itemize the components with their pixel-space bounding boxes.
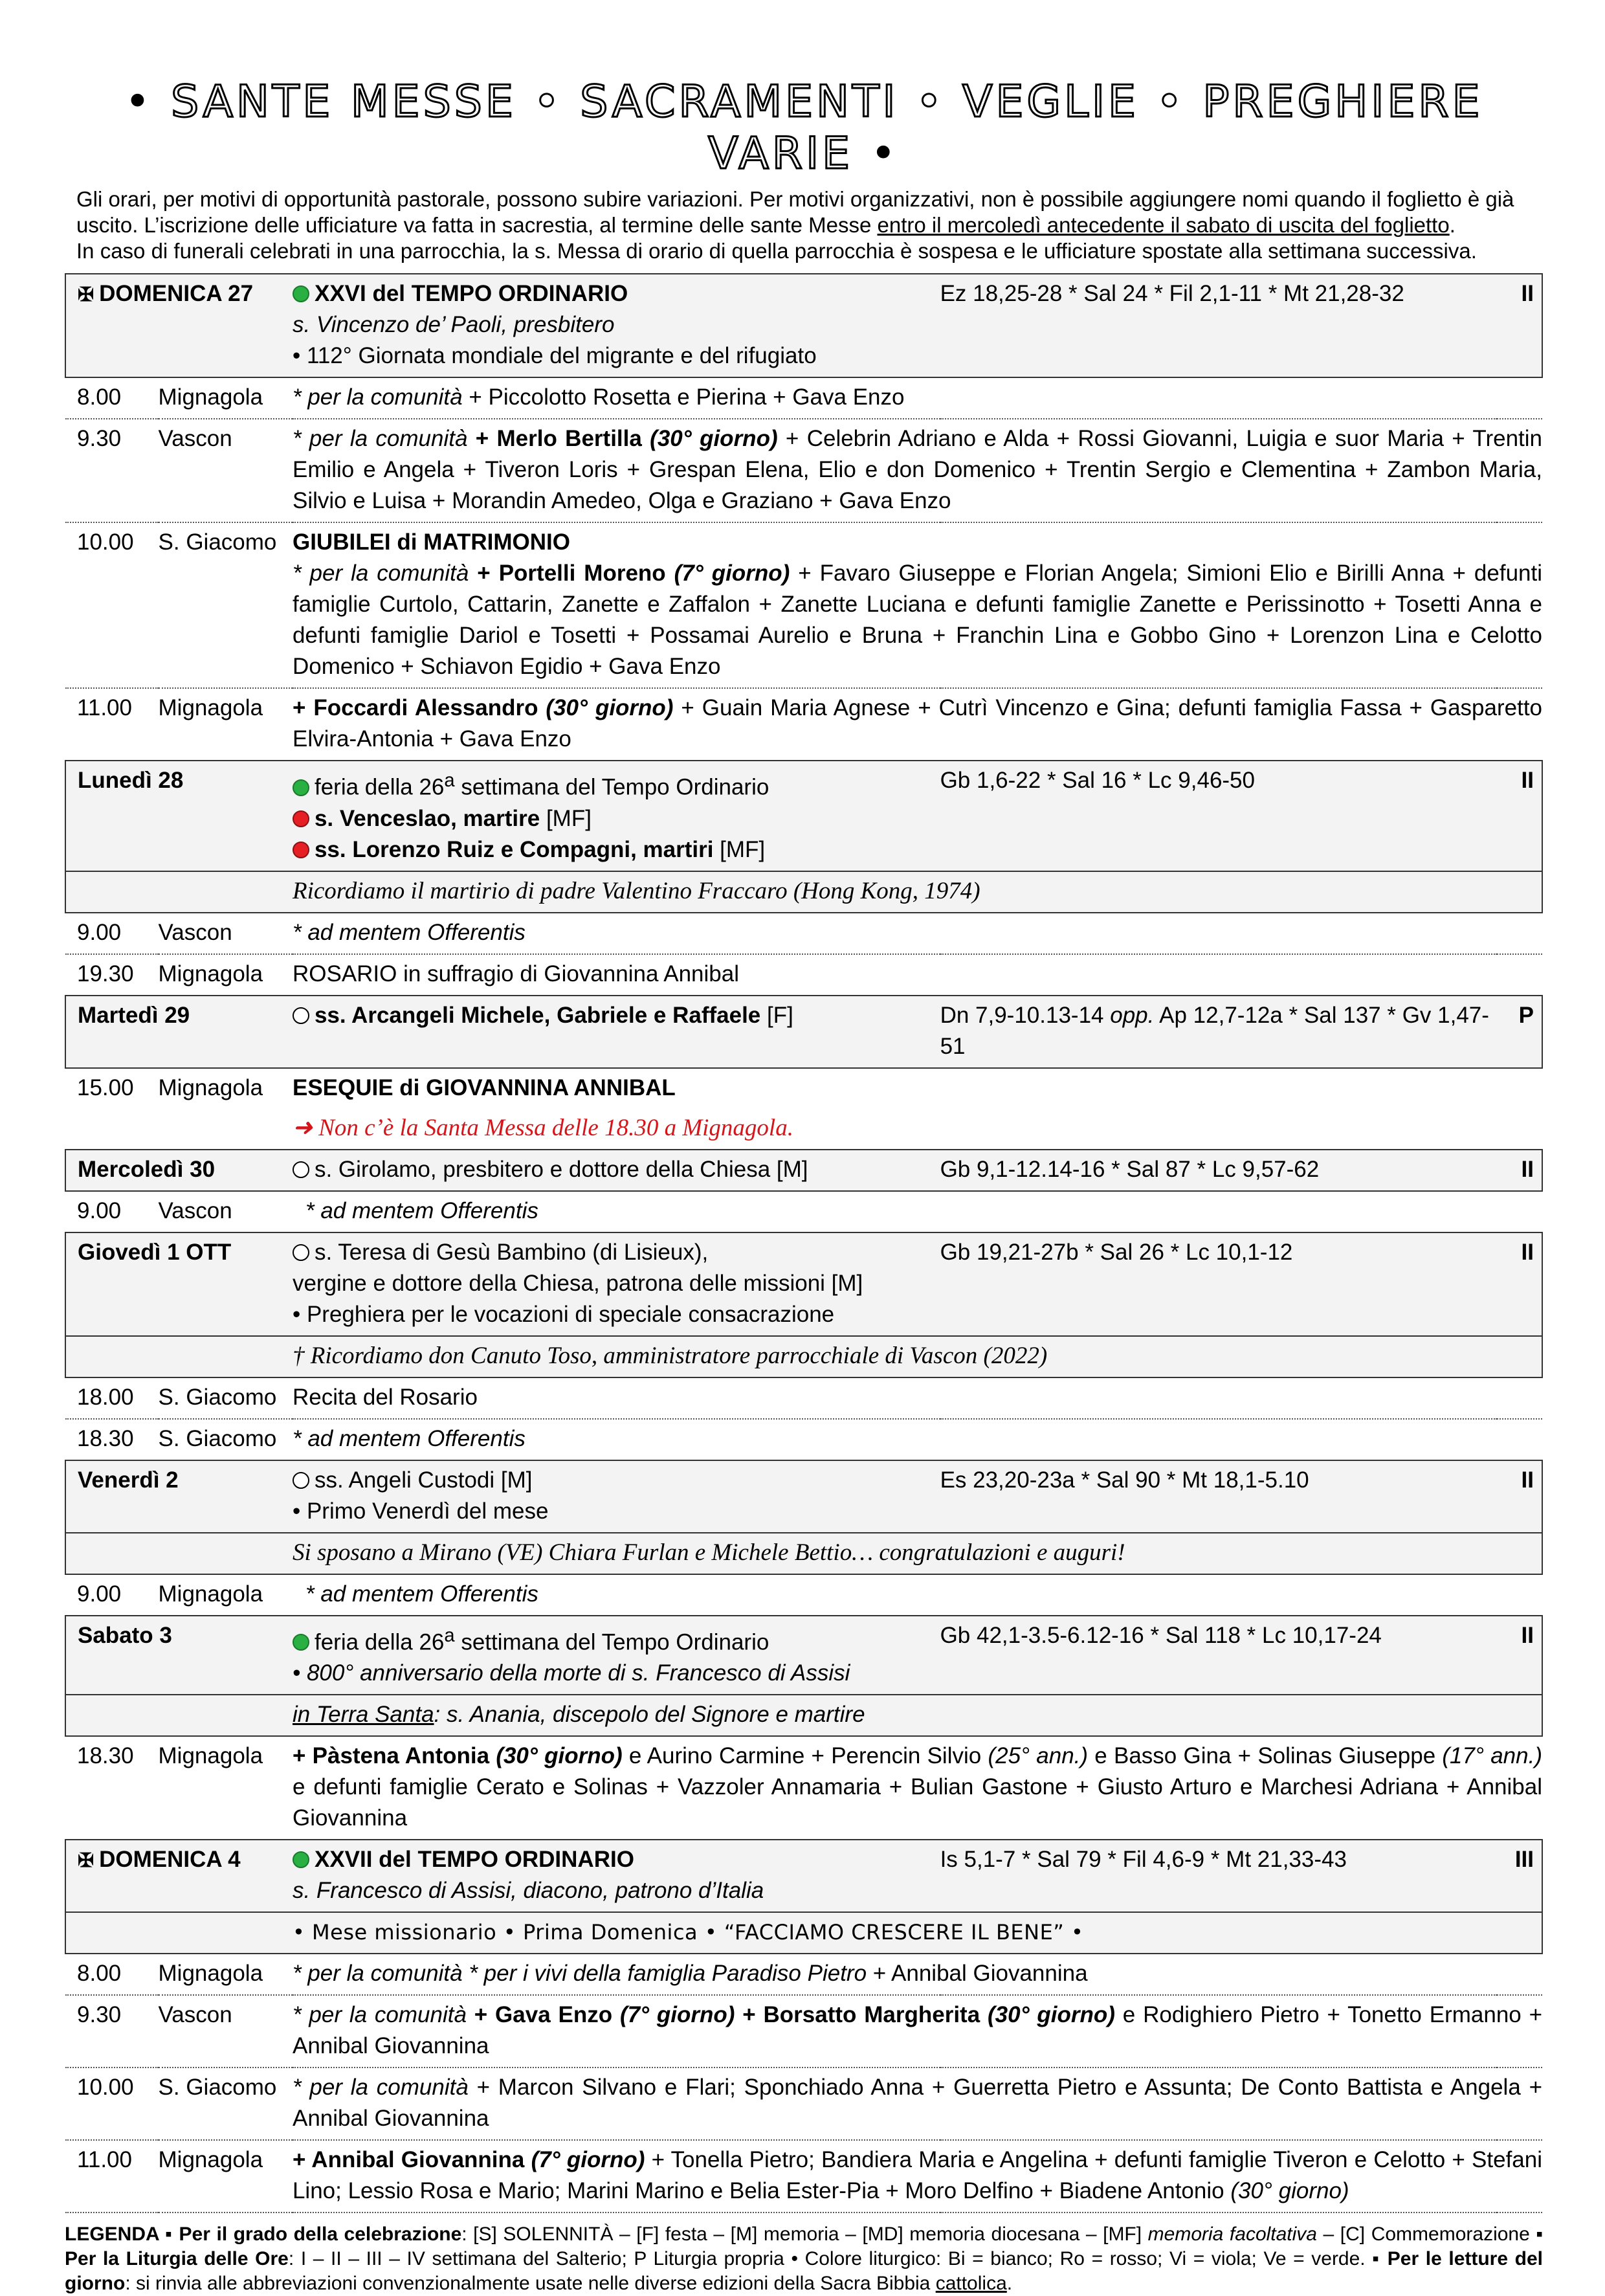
celebration-title: XXVI del TEMPO ORDINARIO xyxy=(314,281,628,306)
event-title: ROSARIO in suffragio di Giovannina Annibal xyxy=(293,954,1542,996)
day-name: Giovedì 1 OTT xyxy=(65,1232,293,1336)
intro-text: Gli orari, per motivi di opportunità pastorale, possono subire variazioni. Per motivi organizzativi, non è possibile aggiungere nomi quando il foglietto è già uscito. L’iscrizione delle ufficiature va fatta in sacrestia, al termine delle sante Messe xyxy=(76,187,1514,237)
mass-intentions: * ad mentem Offerentis xyxy=(293,1574,1542,1616)
mass-time: 19.30 xyxy=(65,954,159,996)
readings: Gb 19,21-27b * Sal 26 * Lc 10,1-12 xyxy=(940,1232,1498,1336)
day-note-row xyxy=(65,1533,1542,1574)
intro-underlined: entro il mercoledì antecedente il sabato di uscita del foglietto xyxy=(877,213,1450,237)
mass-row xyxy=(65,1377,1542,1419)
readings: Dn 7,9-10.13-14 opp. Ap 12,7-12a * Sal 137 * Gv 1,47-51 xyxy=(940,996,1498,1068)
day-note: • Primo Venerdì del mese xyxy=(293,1496,940,1527)
mass-place: S. Giacomo xyxy=(159,522,293,688)
saint-of-day: s. Girolamo, presbitero e dottore della Chiesa [M] xyxy=(314,1156,808,1182)
mass-place: Mignagola xyxy=(159,1736,293,1840)
mass-place: Mignagola xyxy=(159,954,293,996)
readings: Is 5,1-7 * Sal 79 * Fil 4,6-9 * Mt 21,33-43 xyxy=(940,1840,1498,1912)
mass-row xyxy=(65,2068,1542,2140)
day-note: • 112° Giornata mondiale del migrante e del rifugiato xyxy=(293,340,940,372)
mass-row xyxy=(65,1736,1542,1840)
day-row xyxy=(65,1460,1542,1533)
white-liturgical-color-icon xyxy=(293,1244,309,1261)
day-note-row xyxy=(65,1695,1542,1736)
day-row: Lunedì 28 feria della 26$^a$ settimana del Tempo Ordinario s. Venceslao, martire [MF] ss. Lorenzo Ruiz e Compagni, martiri [MF] Gb 1,6-22 * Sal 16 * Lc 9,46-50 II xyxy=(65,761,1542,871)
page-title xyxy=(65,0,1543,180)
mass-place: Vascon xyxy=(159,1191,293,1232)
mass-intentions: GIUBILEI di MATRIMONIO * per la comunità + Portelli Moreno (7° giorno) + Favaro Giuseppe e Florian Angela; Simioni Elio e Birilli Anna + defunti famiglie Curtolo, Cattarin, Zanette e Zaffalon + Zanette Luciana e defunti famiglie Zanette e Perissinotto + Tosetti Anna e defunti famiglie Dariol e Tosetti + Possamai Aurelio e Bruna + Franchin Lina e Gobbo Gino + Lorenzon Lina e Celotto Domenico + Schiavon Egidio + Gava Enzo xyxy=(293,522,1542,688)
mass-intentions: + Annibal Giovannina (7° giorno) + Tonella Pietro; Bandiera Maria e Angelina + defunti famiglie Tiveron e Celotto + Stefani Lino; Lessio Rosa e Mario; Marini Marino e Belia Ester-Pia + Moro Delfino + Biadene Antonio (30° giorno) xyxy=(293,2140,1542,2212)
mass-row xyxy=(65,688,1542,761)
mass-row xyxy=(65,377,1542,419)
mass-time: 8.00 xyxy=(65,377,159,419)
day-name: DOMENICA 27 xyxy=(99,281,254,306)
mass-intentions: + Pàstena Antonia (30° giorno) e Aurino Carmine + Perencin Silvio (25° ann.) e Basso Gina + Solinas Giuseppe (17° ann.) e defunti famiglie Cerato e Solinas + Vazzoler Annamaria + Bulian Gastone + Giusto Arturo e Marchesi Adriana + Annibal Giovannina xyxy=(293,1736,1542,1840)
red-liturgical-color-icon xyxy=(293,810,309,827)
saint-of-day: s. Teresa di Gesù Bambino (di Lisieux), xyxy=(314,1239,709,1265)
schedule-table xyxy=(65,273,1543,2213)
mass-place: S. Giacomo xyxy=(159,1377,293,1419)
day-note-row xyxy=(65,871,1542,913)
white-liturgical-color-icon xyxy=(293,1007,309,1024)
day-row: Sabato 3 feria della 26$^a$ settimana del Tempo Ordinario • 800° anniversario della morte di s. Francesco di Assisi Gb 42,1-3.5-6.12-16 * Sal 118 * Lc 10,17-24 II xyxy=(65,1616,1542,1695)
saint-of-day-cont: vergine e dottore della Chiesa, patrona delle missioni [M] xyxy=(292,1270,863,1296)
mass-place: S. Giacomo xyxy=(159,2068,293,2140)
psalter-week: II xyxy=(1497,761,1542,871)
title-dot: • xyxy=(124,76,154,128)
day-remembrance: Ricordiamo il martirio di padre Valentino Fraccaro (Hong Kong, 1974) xyxy=(293,871,1497,913)
mass-intentions: * per la comunità * per i vivi della famiglia Paradiso Pietro + Annibal Giovannina xyxy=(293,1954,1542,1995)
mass-place: Mignagola xyxy=(159,1574,293,1616)
mass-time: 18.00 xyxy=(65,1377,159,1419)
green-liturgical-color-icon xyxy=(293,779,309,796)
psalter-week: P xyxy=(1497,996,1542,1068)
readings: Gb 9,1-12.14-16 * Sal 87 * Lc 9,57-62 xyxy=(940,1150,1498,1191)
readings: Ez 18,25-28 * Sal 24 * Fil 2,1-11 * Mt 21,28-32 xyxy=(940,274,1498,377)
saint-of-day: s. Vincenzo de’ Paoli, presbitero xyxy=(292,312,615,337)
day-name: Martedì 29 xyxy=(65,996,293,1068)
mass-time: 9.00 xyxy=(65,1191,159,1232)
celebration-title: XXVII del TEMPO ORDINARIO xyxy=(314,1847,634,1873)
saint-of-day: ss. Angeli Custodi [M] xyxy=(314,1467,533,1493)
event-title: GIUBILEI di MATRIMONIO xyxy=(292,529,571,555)
psalter-week: II xyxy=(1497,1460,1542,1533)
green-liturgical-color-icon xyxy=(293,1634,309,1651)
mass-time: 10.00 xyxy=(65,2068,159,2140)
day-name: Lunedì 28 xyxy=(65,761,293,871)
holy-land-note: in Terra Santa: s. Anania, discepolo del Signore e martire xyxy=(293,1695,1497,1736)
mass-row xyxy=(65,1419,1542,1460)
mass-time: 9.30 xyxy=(65,419,159,522)
mass-place: Vascon xyxy=(159,1995,293,2068)
readings: Es 23,20-23a * Sal 90 * Mt 18,1-5.10 xyxy=(940,1460,1498,1533)
mass-time: 9.30 xyxy=(65,1995,159,2068)
mass-place: Mignagola xyxy=(159,688,293,761)
day-row xyxy=(65,1840,1542,1912)
saint-of-day: s. Francesco di Assisi, diacono, patrono d’Italia xyxy=(292,1878,764,1904)
cross-icon: ✠ xyxy=(78,1850,94,1872)
mass-row xyxy=(65,1068,1542,1109)
mission-month-note: • Mese missionario • Prima Domenica • “FACCIAMO CRESCERE IL BENE” • xyxy=(293,1912,1497,1954)
mass-row xyxy=(65,1995,1542,2068)
psalter-week: II xyxy=(1497,1616,1542,1695)
mass-row xyxy=(65,2140,1542,2212)
mass-row xyxy=(65,954,1542,996)
day-note: • Preghiera per le vocazioni di speciale consacrazione xyxy=(293,1299,940,1330)
mass-place: Mignagola xyxy=(158,1075,263,1100)
day-row xyxy=(65,1232,1542,1336)
event-title: ESEQUIE di GIOVANNINA ANNIBAL xyxy=(292,1075,676,1100)
day-row xyxy=(65,274,1542,377)
intro-funerals: In caso di funerali celebrati in una parrocchia, la s. Messa di orario di quella parrocchia è sospesa e le ufficiature spostate alla settimana successiva. xyxy=(76,239,1477,263)
mass-intentions: * per la comunità + Piccolotto Rosetta e Pierina + Gava Enzo xyxy=(293,377,1542,419)
day-name: DOMENICA 4 xyxy=(99,1847,241,1873)
red-liturgical-color-icon xyxy=(293,841,309,858)
psalter-week: II xyxy=(1497,1232,1542,1336)
mass-time: 9.00 xyxy=(65,1574,159,1616)
white-liturgical-color-icon xyxy=(293,1161,309,1178)
day-remembrance: † Ricordiamo don Canuto Toso, amministratore parrocchiale di Vascon (2022) xyxy=(293,1336,1497,1377)
white-liturgical-color-icon xyxy=(293,1472,309,1489)
mass-row xyxy=(65,1954,1542,1995)
readings: Gb 1,6-22 * Sal 16 * Lc 9,46-50 xyxy=(940,761,1498,871)
intro-notice xyxy=(76,186,1543,264)
mass-time: 9.00 xyxy=(65,913,159,954)
mass-row xyxy=(65,419,1542,522)
title-dot: • xyxy=(870,128,900,179)
mass-place: Mignagola xyxy=(159,2140,293,2212)
mass-place: Vascon xyxy=(159,419,293,522)
intro-text: . xyxy=(1449,213,1456,237)
mass-time: 18.30 xyxy=(65,1736,159,1840)
psalter-week: III xyxy=(1497,1840,1542,1912)
saint-of-day: ss. Lorenzo Ruiz e Compagni, martiri xyxy=(314,836,714,862)
mass-time: 11.00 xyxy=(65,2140,159,2212)
psalter-week: II xyxy=(1497,1150,1542,1191)
day-note-row xyxy=(65,1912,1542,1954)
mass-row xyxy=(65,1574,1542,1616)
mass-row xyxy=(65,522,1542,688)
day-name: Mercoledì 30 xyxy=(65,1150,293,1191)
mass-place: S. Giacomo xyxy=(159,1419,293,1460)
mass-intentions: * ad mentem Offerentis xyxy=(293,1419,1542,1460)
psalter-week: II xyxy=(1497,274,1542,377)
notice-row xyxy=(65,1109,1542,1150)
day-note-row xyxy=(65,1336,1542,1377)
mass-time: 18.30 xyxy=(65,1419,159,1460)
mass-row xyxy=(65,913,1542,954)
legend: LEGENDA ▪ Per il grado della celebrazione: [S] SOLENNITÀ – [F] festa – [M] memoria – [MD] memoria diocesana – [MF] memoria facoltativa – [C] Commemorazione ▪ Per la Liturgia delle Ore: I – II – III – IV settimana del Salterio; P Liturgia propria • Colore liturgico: Bi = bianco; Ro = rosso; Vi = viola; Ve = verde. ▪ Per le letture del giorno: si rinvia alle abbreviazioni convenzionalmente usate nelle diverse edizioni della Sacra Bibbia cattolica. xyxy=(65,2224,1543,2295)
readings: Gb 42,1-3.5-6.12-16 * Sal 118 * Lc 10,17-24 xyxy=(940,1616,1498,1695)
day-name: Sabato 3 xyxy=(65,1616,293,1695)
mass-place: Mignagola xyxy=(159,1954,293,1995)
day-name: Venerdì 2 xyxy=(65,1460,293,1533)
day-row xyxy=(65,1150,1542,1191)
mass-time: 10.00 xyxy=(65,522,159,688)
wedding-announcement: Si sposano a Mirano (VE) Chiara Furlan e Michele Bettio… congratulazioni e auguri! xyxy=(293,1533,1497,1574)
green-liturgical-color-icon xyxy=(293,1851,309,1868)
mass-intentions: * ad mentem Offerentis xyxy=(293,913,1542,954)
cross-icon: ✠ xyxy=(78,284,94,306)
event-title: Recita del Rosario xyxy=(293,1377,1542,1419)
green-liturgical-color-icon xyxy=(293,285,309,302)
mass-intentions: * per la comunità + Merlo Bertilla (30° giorno) + Celebrin Adriano e Alda + Rossi Giovanni, Luigia e suor Maria + Trentin Emilio e Angela + Tiveron Loris + Grespan Elena, Elio e don Domenico + Trentin Sergio e Clementina + Zambon Maria, Silvio e Luisa + Morandin Amedeo, Olga e Graziano + Gava Enzo xyxy=(293,419,1542,522)
mass-time: 8.00 xyxy=(65,1954,159,1995)
mass-place: Vascon xyxy=(159,913,293,954)
mass-place: Mignagola xyxy=(159,377,293,419)
mass-intentions: * per la comunità + Marcon Silvano e Flari; Sponchiado Anna + Guerretta Pietro e Assunta; De Conto Battista e Angela + Annibal Giovannina xyxy=(293,2068,1542,2140)
mass-intentions: + Foccardi Alessandro (30° giorno) + Guain Maria Agnese + Cutrì Vincenzo e Gina; defunti famiglia Fassa + Gasparetto Elvira-Antonia + Gava Enzo xyxy=(293,688,1542,761)
mass-time: 11.00 xyxy=(65,688,159,761)
mass-time: 15.00 xyxy=(77,1075,134,1100)
mass-intentions: * ad mentem Offerentis xyxy=(293,1191,1542,1232)
cancel-notice: ➜ Non c’è la Santa Messa delle 18.30 a Mignagola. xyxy=(292,1114,793,1141)
title-text: SANTE MESSE • SACRAMENTI • VEGLIE • PREGHIERE VARIE xyxy=(171,76,1483,179)
day-row: Martedì 29 ss. Arcangeli Michele, Gabriele e Raffaele [F] Dn 7,9-10.13-14 opp. Ap 12,7-12a * Sal 137 * Gv 1,47-51 P xyxy=(65,996,1542,1068)
mass-intentions: * per la comunità + Gava Enzo (7° giorno) + Borsatto Margherita (30° giorno) e Rodighiero Pietro + Tonetto Ermanno + Annibal Giovannina xyxy=(293,1995,1542,2068)
saint-of-day: s. Venceslao, martire xyxy=(314,805,540,831)
saint-of-day: ss. Arcangeli Michele, Gabriele e Raffaele xyxy=(314,1002,761,1028)
mass-row xyxy=(65,1191,1542,1232)
day-note: • 800° anniversario della morte di s. Francesco di Assisi xyxy=(293,1658,940,1689)
